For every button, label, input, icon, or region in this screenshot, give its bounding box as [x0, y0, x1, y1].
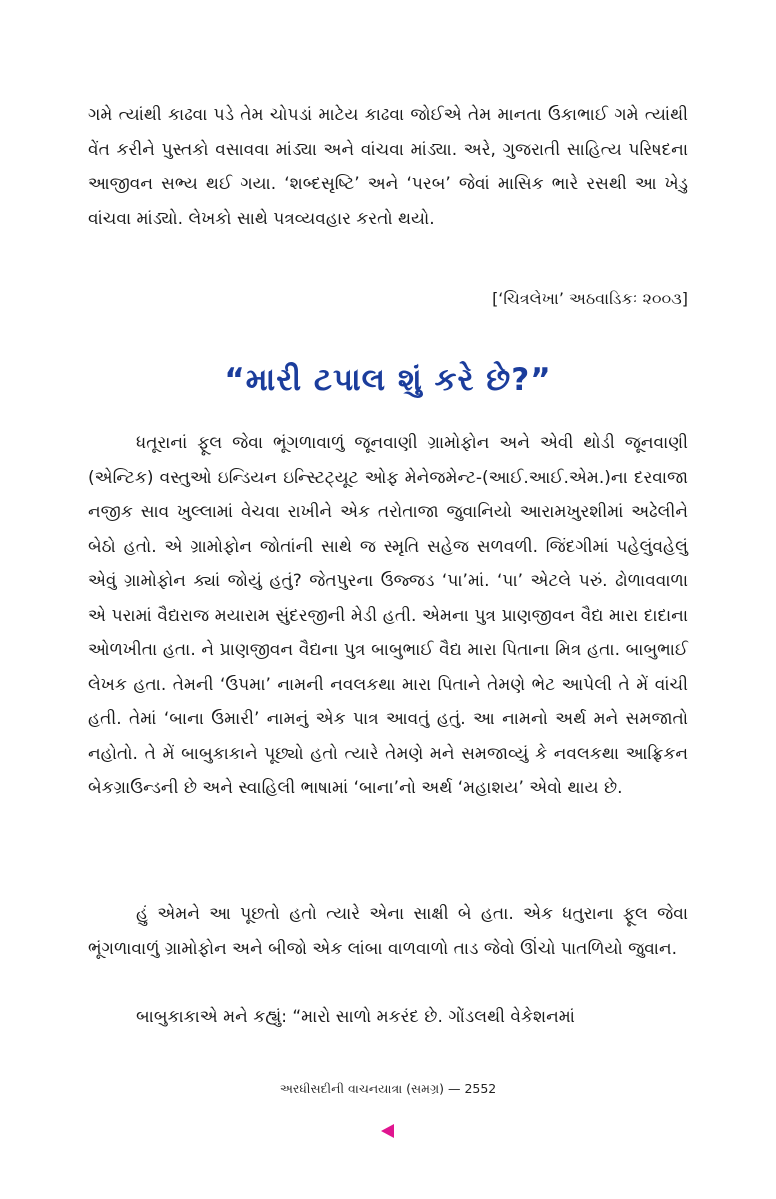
citation: [‘ચિત્રલેખા’ અઠવાડિકઃ ૨૦૦૩]	[492, 289, 688, 308]
paragraph-gramophone: ધતૂરાનાં ફૂલ જેવા ભૂંગળાવાળું જૂનવાણી ગ્રામોફોન અને એવી થોડી જૂનવાણી (એન્ટિક) વસ્તુઓ ઇન્ડિયન ઇન્સ્ટિટ્યૂટ ઓફ મેનેજમેન્ટ-(આઈ.આઈ.એમ.)ના દરવાજા નજીક સાવ ખુલ્લામાં વેચવા રાખીને એક તરોતાજા જુવાનિયો આરામખુરશીમાં અઢેલીને બેઠો હતો. એ ગ્રામોફોન જોતાંની સાથે જ સ્મૃતિ સહેજ સળવળી. જિંદગીમાં પહેલુંવહેલું એવું ગ્રામોફોન ક્યાં જોયું હતું? જેતપુરના ઉજ્જડ ‘પા’માં. ‘પા’ એટલે પરું. ઢોળાવવાળા એ પરામાં વૈદ્યરાજ મયારામ સુંદરજીની મેડી હતી. એમના પુત્ર પ્રાણજીવન વૈદ્ય મારા દાદાના ઓળખીતા હતા. ને પ્રાણજીવન વૈદ્યના પુત્ર બાબુભાઈ વૈદ્ય મારા પિતાના મિત્ર હતા. બાબુભાઈ લેખક હતા. તેમની ‘ઉપમા’ નામની નવલકથા મારા પિતાને તેમણે ભેટ આપેલી તે મેં વાંચી હતી. તેમાં ‘બાના ઉમારી’ નામનું એક પાત્ર આવતું હતું. આ નામનો અર્થ મને સમજાતો નહોતો. તે મેં બાબુકાકાને પૂછ્યો હતો ત્યારે તેમણે મને સમજાવ્યું કે નવલકથા આફ્રિકન બેકગ્રાઉન્ડની છે અને સ્વાહિલી ભાષામાં ‘બાના’નો અર્થ ‘મહાશય’ એવો થાય છે.	[88, 433, 688, 798]
page-footer: અરધીસદીની વાચનયાત્રા (સમગ્ર) — 2552	[279, 1081, 497, 1096]
previous-page-arrow-icon[interactable]	[381, 1124, 394, 1138]
paragraph-intro: ગમે ત્યાંથી કાઢવા પડે તેમ ચોપડાં માટેય કાઢવા જોઈએ તેમ માનતા ઉકાભાઈ ગમે ત્યાંથી વેંત કરીને પુસ્તકો વસાવવા માંડ્યા અને વાંચવા માંડ્યા. અરે, ગુજરાતી સાહિત્ય પરિષદના આજીવન સભ્ય થઈ ગયા. ‘શબ્દસૃષ્ટિ’ અને ‘પરબ’ જેવાં માસિક ભારે રસથી આ ખેડુ વાંચવા માંડ્યો. લેખકો સાથે પત્રવ્યવહાર કરતો થયો.	[88, 105, 688, 229]
paragraph-witnesses: હું એમને આ પૂછતો હતો ત્યારે એના સાક્ષી બે હતા. એક ધતુરાના ફૂલ જેવા ભૂંગળાવાળું ગ્રામોફોન અને બીજો એક લાંબા વાળવાળો તાડ જેવો ઊંચો પાતળિયો જુવાન.	[88, 904, 688, 959]
section-title: “મારી ટપાલ શું કરે છે?”	[224, 362, 552, 398]
paragraph-babukaka: બાબુકાકાએ મને કહ્યું: “મારો સાળો મકરંદ છે. ગોંડલથી વેકેશનમાં	[136, 1007, 575, 1027]
